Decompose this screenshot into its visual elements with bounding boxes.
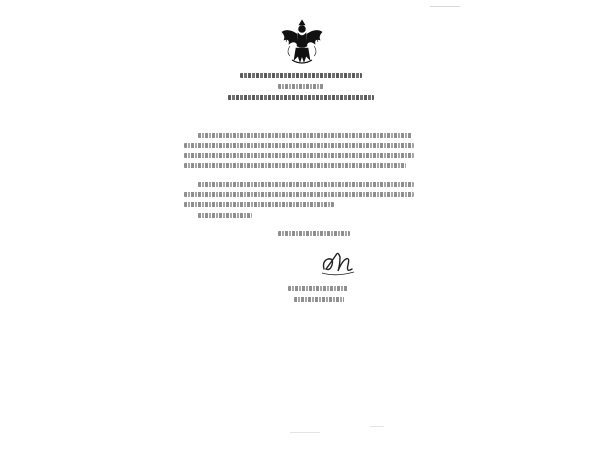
letterhead-title-line xyxy=(240,73,362,78)
subject-line xyxy=(228,95,374,100)
paragraph-1-line-2 xyxy=(184,143,414,148)
paragraph-2-line-3 xyxy=(184,202,334,207)
scan-artifact xyxy=(370,426,384,427)
closing-line xyxy=(198,213,252,218)
scan-artifact xyxy=(290,432,320,433)
signatory-name-line xyxy=(288,286,348,291)
signatory-title-line xyxy=(294,297,344,302)
paragraph-1-line-3 xyxy=(184,153,414,158)
signature-image xyxy=(318,247,358,279)
date-line xyxy=(278,231,350,236)
paragraph-2-line-1 xyxy=(198,182,414,187)
paragraph-1-line-1 xyxy=(198,133,412,138)
paragraph-2-line-2 xyxy=(184,192,414,197)
paragraph-1-line-4 xyxy=(184,163,406,168)
garuda-emblem-icon xyxy=(276,16,328,70)
reference-number-line xyxy=(278,84,324,89)
scan-artifact xyxy=(430,6,460,7)
